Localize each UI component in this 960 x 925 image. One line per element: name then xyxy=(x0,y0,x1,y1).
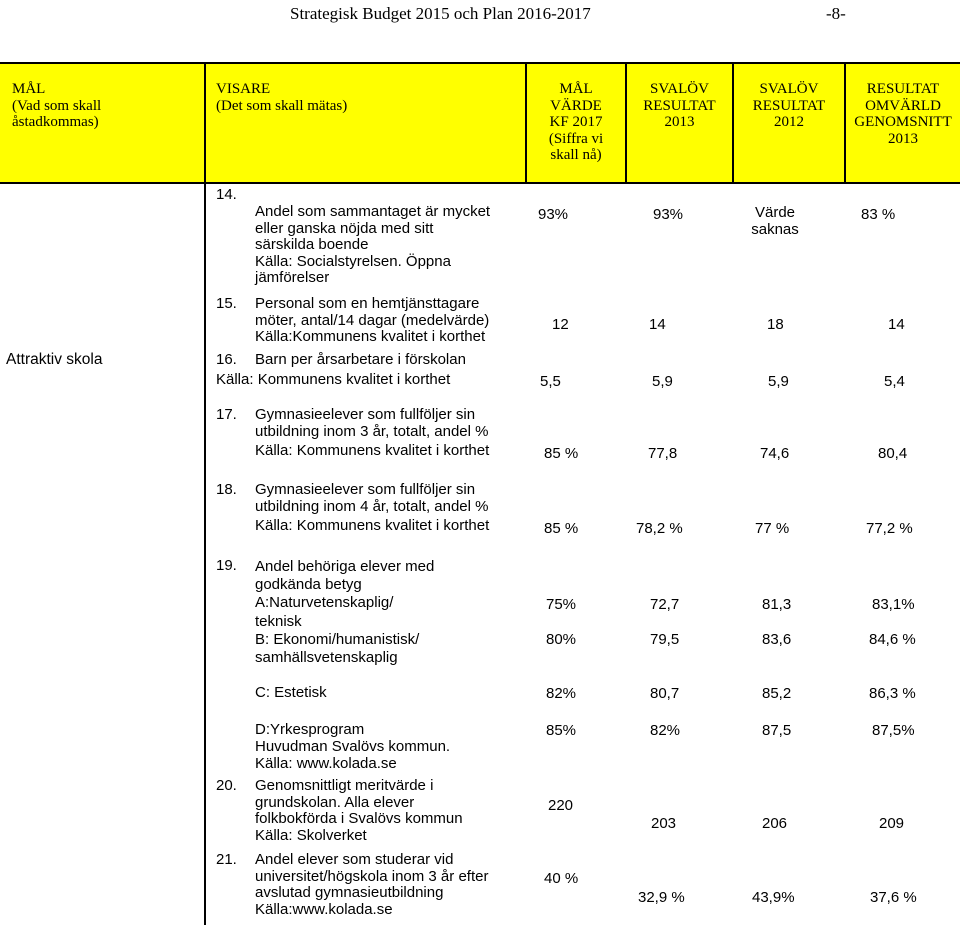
target-value: 80% xyxy=(546,631,577,648)
indicator-text: Andel som sammantaget är mycket eller ganska nöjda med sitt särskilda boende Källa: Socialstyrelsen. Öppna jämförelser xyxy=(255,203,491,287)
indicator-number: 17. xyxy=(216,406,237,423)
average-value: 80,4 xyxy=(878,445,908,462)
result-2013-value: 5,9 xyxy=(652,373,673,390)
average-value: 14 xyxy=(888,316,905,333)
header-bottom-border xyxy=(0,182,960,184)
indicator-text: Gymnasieelever som fullföljer sin utbildning inom 4 år, totalt, andel % xyxy=(255,481,489,515)
average-value: 84,6 % xyxy=(869,631,916,648)
header-res2013: SVALÖV RESULTAT 2013 xyxy=(643,81,716,131)
result-2013-value: 72,7 xyxy=(650,596,680,613)
average-value: 86,3 % xyxy=(869,685,916,702)
indicator-number: 19. xyxy=(216,557,237,574)
header-mal: MÅL (Vad som skall åstadkommas) xyxy=(12,81,102,131)
result-2013-value: 79,5 xyxy=(650,631,680,648)
average-value: 83 % xyxy=(861,206,896,223)
result-2013-value: 93% xyxy=(653,206,684,223)
result-2013-value: 80,7 xyxy=(650,685,680,702)
result-2012-value: Värde saknas xyxy=(751,204,799,238)
indicator-text: Personal som en hemtjänsttagare möter, antal/14 dagar (medelvärde) Källa:Kommunens kvalitet i korthet xyxy=(255,295,490,346)
result-2012-value: 74,6 xyxy=(760,445,790,462)
target-value: 75% xyxy=(546,596,577,613)
indicator-text: Andel elever som studerar vid universitet/högskola inom 3 år efter avslutad gymnasieutbildning Källa:www.kolada.se xyxy=(255,851,489,918)
average-value: 209 xyxy=(879,815,905,832)
result-2013-value: 78,2 % xyxy=(636,520,683,537)
page-number: -8- xyxy=(826,4,846,23)
table-top-border xyxy=(0,62,960,64)
target-value: 85 % xyxy=(544,520,579,537)
indicator-source: Huvudman Svalövs kommun. Källa: www.kolada.se xyxy=(255,738,451,772)
subgroup-label: C: Estetisk xyxy=(255,684,327,701)
indicator-text: Andel behöriga elever med godkända betyg A:Naturvetenskaplig/ teknisk B: Ekonomi/humanistisk/ samhällsvetenskaplig xyxy=(255,558,435,667)
result-2013-value: 82% xyxy=(650,722,681,739)
target-value: 85% xyxy=(546,722,577,739)
indicator-source: Källa: Kommunens kvalitet i korthet xyxy=(255,517,490,534)
result-2012-value: 83,6 xyxy=(762,631,792,648)
result-2012-value: 43,9% xyxy=(752,889,795,906)
indicator-number: 18. xyxy=(216,481,237,498)
document-title: Strategisk Budget 2015 och Plan 2016-2017 xyxy=(290,4,591,23)
column-divider xyxy=(204,62,206,925)
indicator-source: Källa: Kommunens kvalitet i korthet xyxy=(216,371,451,388)
target-value: 12 xyxy=(552,316,569,333)
goal-label: Attraktiv skola xyxy=(6,351,103,368)
indicator-number: 15. xyxy=(216,295,237,312)
result-2013-value: 32,9 % xyxy=(638,889,685,906)
target-value: 82% xyxy=(546,685,577,702)
average-value: 87,5% xyxy=(872,722,915,739)
indicator-number: 20. xyxy=(216,777,237,794)
result-2013-value: 77,8 xyxy=(648,445,678,462)
indicator-text: Barn per årsarbetare i förskolan xyxy=(255,351,466,368)
result-2013-value: 203 xyxy=(651,815,677,832)
result-2013-value: 14 xyxy=(649,316,666,333)
target-value: 93% xyxy=(538,206,569,223)
header-omvarld: RESULTAT OMVÄRLD GENOMSNITT 2013 xyxy=(854,81,952,147)
average-value: 5,4 xyxy=(884,373,905,390)
indicator-text: Genomsnittligt meritvärde i grundskolan. Alla elever folkbokförda i Svalövs kommun Källa: Skolverket xyxy=(255,777,463,844)
result-2012-value: 5,9 xyxy=(768,373,789,390)
indicator-number: 16. xyxy=(216,351,237,368)
indicator-number: 14. xyxy=(216,186,237,203)
header-visare: VISARE (Det som skall mätas) xyxy=(216,81,348,114)
header-malvarde: MÅL VÄRDE KF 2017 (Siffra vi skall nå) xyxy=(548,81,604,164)
target-value: 220 xyxy=(548,797,574,814)
result-2012-value: 85,2 xyxy=(762,685,792,702)
result-2012-value: 77 % xyxy=(755,520,790,537)
result-2012-value: 87,5 xyxy=(762,722,792,739)
average-value: 83,1% xyxy=(872,596,915,613)
target-value: 40 % xyxy=(544,870,579,887)
header-res2012: SVALÖV RESULTAT 2012 xyxy=(752,81,826,131)
average-value: 77,2 % xyxy=(866,520,913,537)
average-value: 37,6 % xyxy=(870,889,917,906)
indicator-source: Källa: Kommunens kvalitet i korthet xyxy=(255,442,490,459)
target-value: 5,5 xyxy=(540,373,561,390)
subgroup-label: D:Yrkesprogram xyxy=(255,721,365,738)
indicator-number: 21. xyxy=(216,851,237,868)
target-value: 85 % xyxy=(544,445,579,462)
result-2012-value: 81,3 xyxy=(762,596,792,613)
result-2012-value: 206 xyxy=(762,815,788,832)
indicator-text: Gymnasieelever som fullföljer sin utbildning inom 3 år, totalt, andel % xyxy=(255,406,489,440)
result-2012-value: 18 xyxy=(767,316,784,333)
